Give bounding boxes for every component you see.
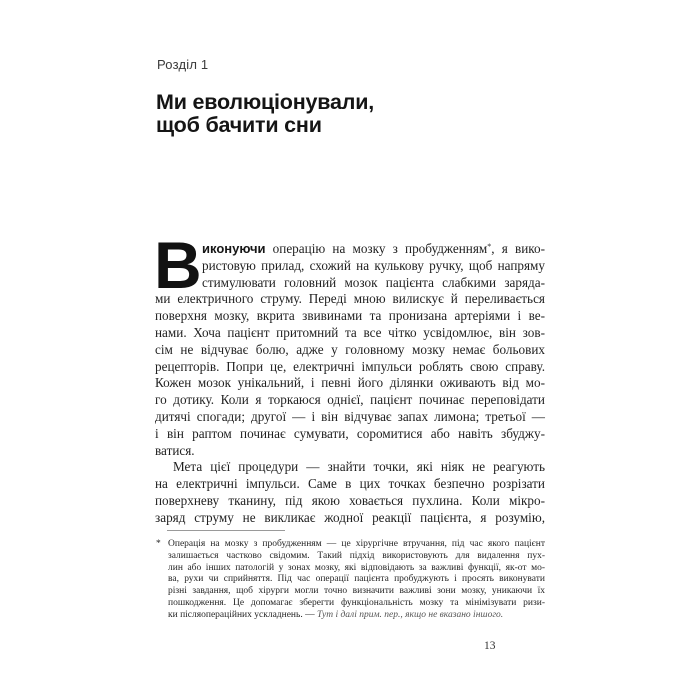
translator-note: Тут і далі прим. пер., якщо не вказано іншого. <box>316 609 504 620</box>
chapter-title-line2: щоб бачити сни <box>156 113 322 137</box>
body-line: ватися. <box>155 442 195 458</box>
footnote-line-text: ки післяопераційних ускладнень. — <box>168 609 317 620</box>
body-line-text: , я вико- <box>491 241 545 256</box>
body-line-text: операцію на мозку з пробудженням <box>265 241 488 256</box>
body-line <box>155 241 545 258</box>
body-line: поверхневу тканину, під якою ховається пухлина. Коли мікро- <box>155 492 545 508</box>
body-line: Кожен мозок унікальний, і певні його ділянки оживають від мо- <box>155 375 545 391</box>
footnote-line: різні завдання, щоб хірурги могли точно визначити важливі зони мозку, уникаючи їх <box>168 586 545 597</box>
body-line: дитячі спогади; другої — і він відчуває запах лимона; третьої — <box>155 408 545 424</box>
body-line: на електричні імпульси. Саме в цих точках безпечно розрізати <box>155 476 545 492</box>
chapter-title-line1: Ми еволюціонували, <box>156 90 375 114</box>
footnote-line: лин або інших патологій у зонах мозку, які відповідають за важливі функції, як-от мо- <box>168 562 545 573</box>
body-line: ми електричного струму. Переді мною вилискує й переливається <box>155 291 545 307</box>
footnote-marker: * <box>487 242 492 251</box>
body-line: го дотику. Коли я торкаюся однієї, пацієнт починає переповідати <box>155 392 545 408</box>
footnote-line: пошкодження. Це допомагає зберегти функціональність мозку та мінімізувати ризи- <box>168 597 545 608</box>
body-line: нами. Хоча пацієнт притомний та все чітко усвідомлює, він зов- <box>155 324 545 340</box>
footnote-asterisk: * <box>156 539 161 549</box>
body-line: і він раптом починає сумувати, соромитися або навіть збуджу- <box>155 425 545 441</box>
footnote-rule <box>167 530 285 531</box>
body-line: сім не відчуває болю, адже у головному мозку немає больових <box>155 341 545 357</box>
footnote-line <box>168 610 545 622</box>
body-line: Мета цієї процедури — знайти точки, які ніяк не реагують <box>173 459 545 475</box>
body-text-block <box>154 228 545 527</box>
body-line: поверхня мозку, вкрита звивинами та пронизана артеріями і ве- <box>155 308 545 324</box>
chapter-title <box>156 91 374 137</box>
footnote-block <box>155 539 545 622</box>
body-line: стимулювати головний мозок пацієнта слабкими заряда- <box>202 274 545 290</box>
footnote-line: Операція на мозку з пробудженням — це хірургічне втручання, під час якого пацієнт <box>168 539 545 549</box>
page-number: 13 <box>484 640 496 652</box>
body-line: заряд струму не викликає жодної реакції пацієнта, я розумію, <box>155 509 545 525</box>
footnote-text <box>168 539 545 622</box>
chapter-label: Розділ 1 <box>157 57 209 72</box>
body-line: ристовую прилад, схожий на кулькову ручку, щоб напряму <box>202 257 545 273</box>
lead-word: иконуючи <box>202 241 266 256</box>
body-line: рецепторів. Попри це, електричні імпульси роблять свою справу. <box>155 358 545 374</box>
drop-cap: В <box>154 228 201 302</box>
footnote-line: залишається частково свідомим. Такий підхід використовують для видалення пух- <box>168 550 545 561</box>
footnote-line: ва, рухи чи сприйняття. Під час операції пацієнта пробуджують і просять виконувати <box>168 574 545 585</box>
